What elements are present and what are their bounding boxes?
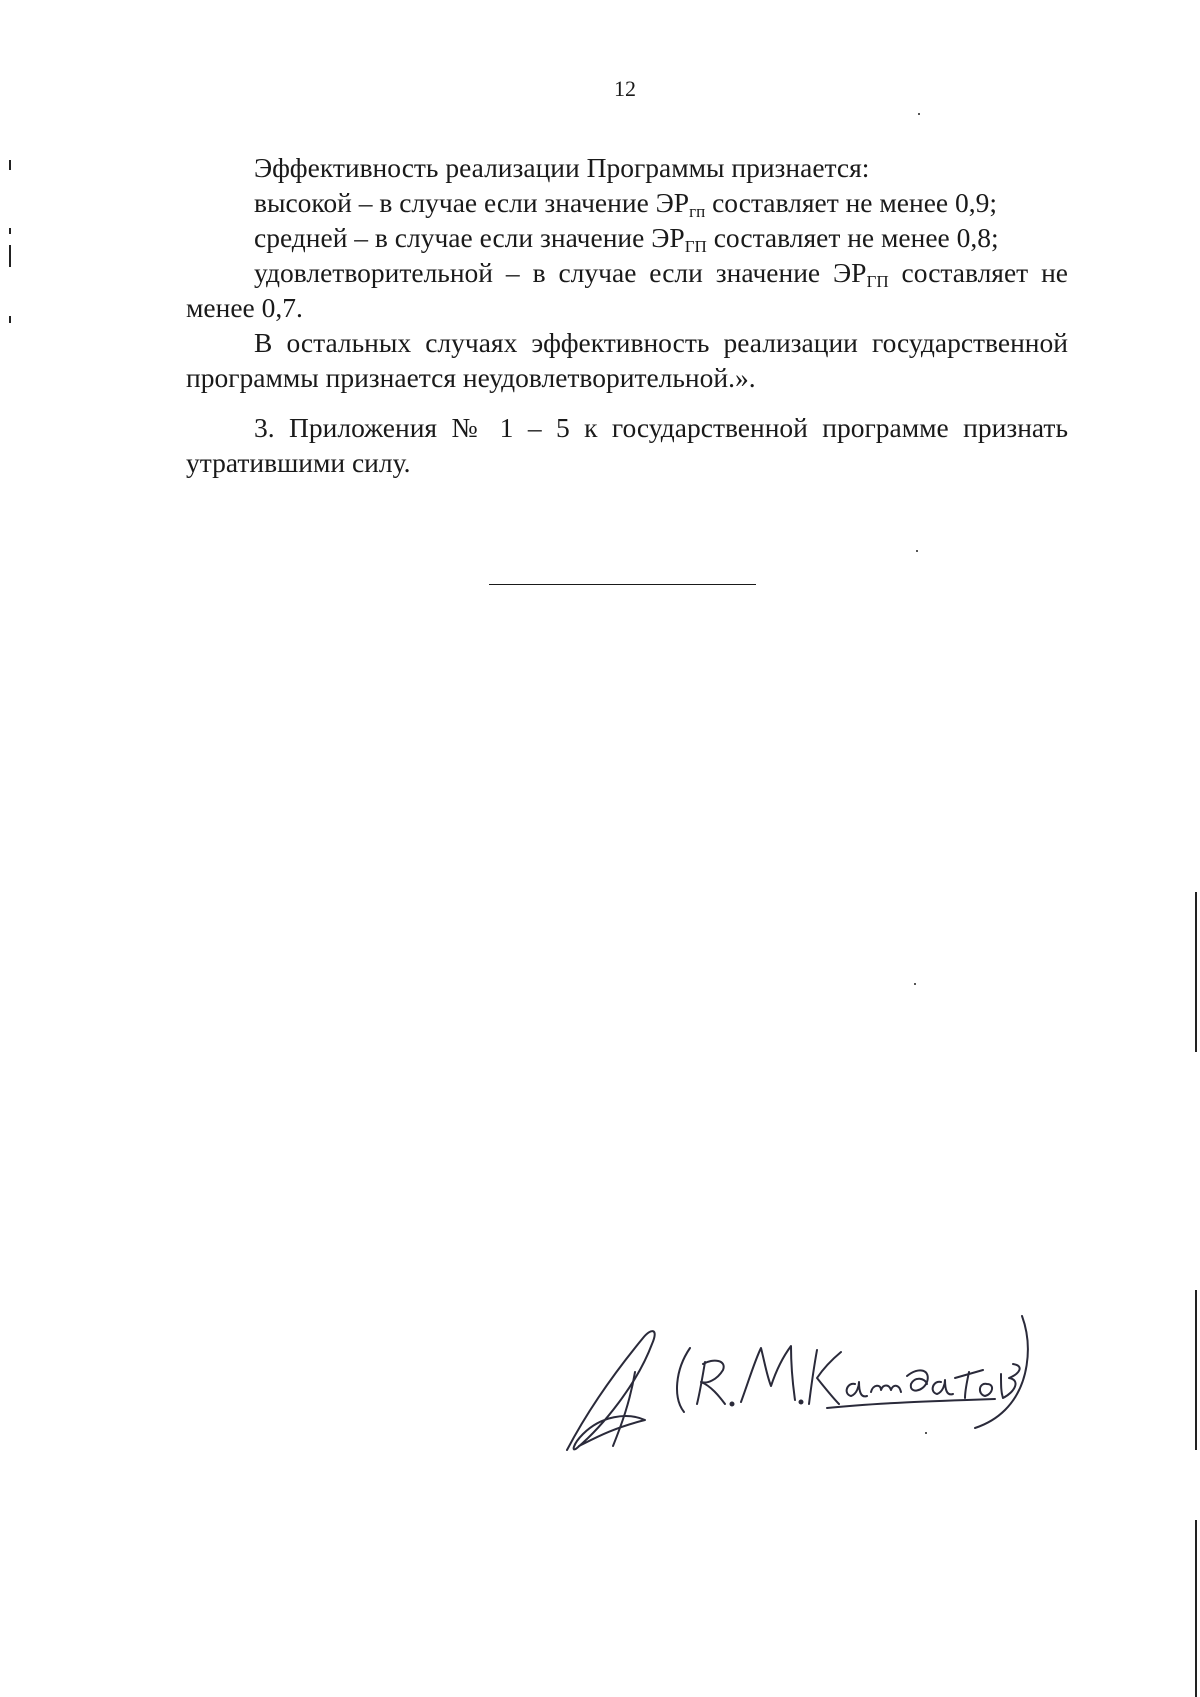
text-satisfactory-b: составляет не менее 0,7. [186, 257, 1069, 323]
paragraph-other-cases: В остальных случаях эффективность реализации государственной программы признается неудовлетворительной.». [186, 327, 1068, 393]
subscript-gp-2: ГП [684, 236, 707, 256]
text-high-a: высокой – в случае если значение ЭР [254, 187, 690, 218]
scan-mark [1195, 1520, 1197, 1697]
text-medium-b: составляет не менее 0,8; [706, 222, 999, 253]
paragraph-satisfactory [186, 255, 1068, 325]
subscript-gp-3: ГП [866, 271, 889, 291]
scan-speck [918, 113, 920, 115]
paragraph-high [186, 185, 1068, 220]
scan-mark [1195, 892, 1197, 1052]
page-number: 12 [614, 76, 636, 101]
subscript-gp-1: гп [689, 201, 706, 221]
paragraph-medium [186, 220, 1068, 255]
paragraph-item-3: 3. Приложения № 1 – 5 к государственной программе признать утратившими силу. [186, 412, 1068, 478]
text-high-b: составляет не менее 0,9; [705, 187, 998, 218]
scan-mark [9, 160, 11, 170]
signature [555, 1300, 1055, 1465]
document-body [186, 150, 1068, 480]
scan-speck [916, 550, 918, 552]
scan-speck [914, 983, 916, 985]
paragraph-intro: Эффективность реализации Программы признается: [254, 152, 870, 183]
text-satisfactory-a: удовлетворительной – в случае если значение ЭР [254, 257, 867, 288]
scan-mark [9, 316, 11, 323]
text-medium-a: средней – в случае если значение ЭР [254, 222, 685, 253]
scan-mark [9, 245, 11, 267]
scan-mark [9, 228, 11, 234]
separator-line [489, 584, 756, 585]
scan-mark [1195, 1290, 1197, 1450]
